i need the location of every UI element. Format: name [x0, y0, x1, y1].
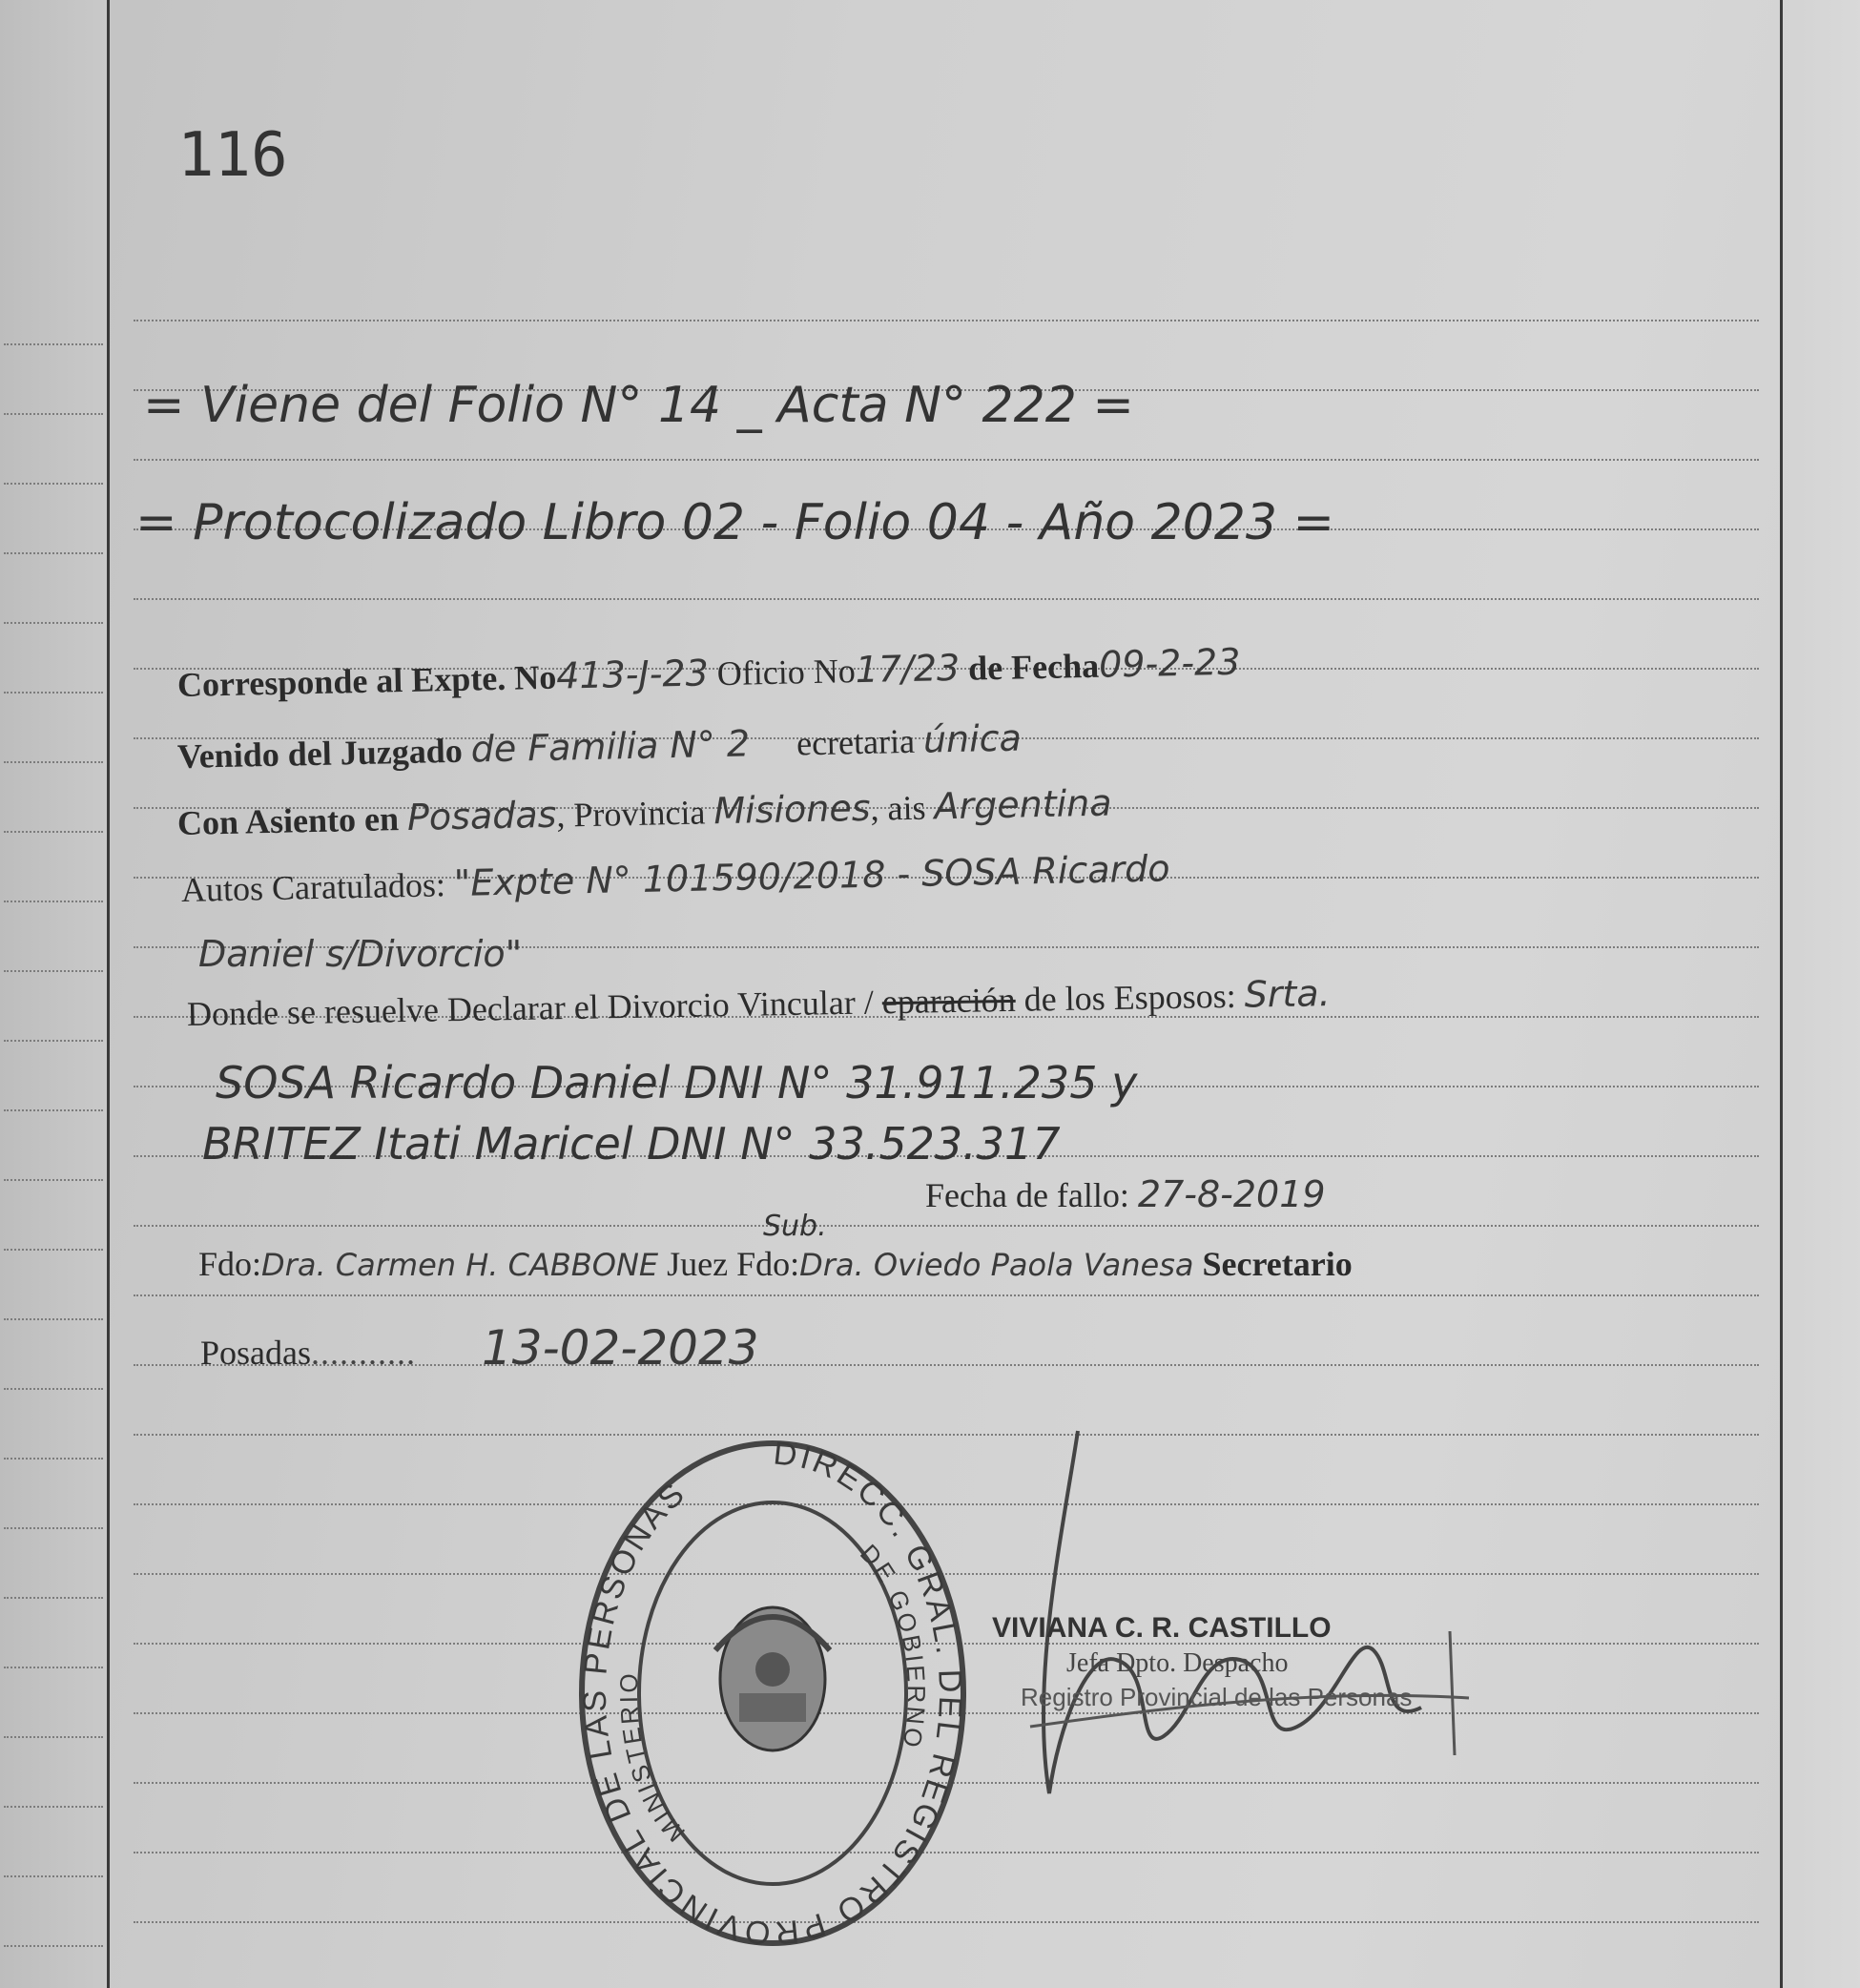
margin-rule-line [4, 343, 103, 345]
spouse-1: SOSA Ricardo Daniel DNI N° 31.911.235 y [216, 1057, 1138, 1108]
row-fallo [925, 1173, 1326, 1215]
annotation-line-2: = Protocolizado Libro 02 - Folio 04 - Año 2023 = [135, 494, 1335, 551]
margin-rule-line [4, 1667, 103, 1668]
fallo-label: Fecha de fallo: [925, 1176, 1129, 1214]
margin-rule-line [4, 1806, 103, 1808]
margin-rule-line [4, 1179, 103, 1181]
fecha-value: 09-2-23 [1098, 640, 1241, 686]
coat-of-arms-icon [715, 1607, 830, 1750]
resuelve-label-1: Donde se resuelve Declarar el Divorcio Vincular / [186, 983, 875, 1033]
signatory-role: Jefa Dpto. Despacho [1066, 1648, 1289, 1678]
annotation-line-1: = Viene del Folio N° 14 _ Acta N° 222 = [143, 377, 1134, 434]
margin-rule-line [4, 552, 103, 554]
secretario-label: Secretario [1202, 1245, 1353, 1283]
margin-rule-line [4, 1109, 103, 1111]
lugar-label: Posadas [200, 1334, 311, 1372]
signatory-block [992, 1612, 1412, 1712]
margin-rule-line [4, 622, 103, 624]
oficio-label: Oficio No [716, 652, 857, 694]
seal-outer-text: DIRECC. GRAL. DEL REGISTRO PROVINCIAL DE LAS PERSONAS [576, 1435, 969, 1946]
margin-rule-line [4, 1249, 103, 1251]
left-margin-strip [0, 0, 110, 1988]
row-juzgado [177, 716, 1023, 777]
seal-inner-right-text: DE GOBIERNO [854, 1538, 932, 1752]
margin-rule-line [4, 1527, 103, 1529]
juez-label: Juez [667, 1245, 729, 1283]
expte-value: 413-J-23 [555, 652, 710, 697]
spouse-2: BRITEZ Itati Maricel DNI N° 33.523.317 [202, 1118, 1061, 1170]
row-lugar-fecha: Posadas........... 13-02-2023 [200, 1320, 759, 1376]
provincia-value: Misiones [713, 786, 871, 833]
margin-rule-line [4, 1597, 103, 1599]
signatory-name: VIVIANA C. R. CASTILLO [992, 1612, 1332, 1644]
asiento-value: Posadas [406, 793, 557, 839]
juez-value: Dra. Carmen H. CABBONE [261, 1247, 659, 1283]
seal-inner-left-text: MINISTERIO [613, 1669, 691, 1848]
margin-rule-line [4, 1875, 103, 1877]
margin-rule-line [4, 413, 103, 415]
page-rule-line [134, 598, 1759, 600]
fallo-value: 27-8-2019 [1137, 1173, 1326, 1215]
row-expte [177, 641, 1241, 705]
juzgado-value: de Familia N° 2 [470, 722, 751, 771]
margin-rule-line [4, 692, 103, 694]
row-asiento: Con Asiento en Posadas, Provincia Misiones, ais Argentina [176, 781, 1112, 842]
page-rule-line [134, 1225, 1759, 1227]
pais-label: ais [887, 788, 926, 828]
autos-value-1: "Expte N° 101590/2018 - SOSA Ricardo [453, 847, 1170, 905]
autos-value-2: Daniel s/Divorcio" [198, 933, 523, 975]
row-firmas [198, 1244, 1353, 1284]
page-rule-line [134, 320, 1759, 321]
asiento-label: Con Asiento en [176, 799, 400, 842]
margin-rule-line [4, 1945, 103, 1947]
secretaria-value: única [922, 716, 1023, 761]
margin-rule-line [4, 1736, 103, 1738]
secretaria-label: ecretaria [796, 721, 916, 763]
signatory-office: Registro Provincial de las Personas [1021, 1683, 1413, 1711]
page-rule-line [134, 459, 1759, 461]
resuelve-value: Srta. [1244, 972, 1332, 1016]
autos-label: Autos Caratulados: [180, 865, 446, 909]
fdo-label: Fdo: [198, 1245, 262, 1283]
resuelve-label-2: eparación [881, 980, 1017, 1022]
pais-value: Argentina [934, 781, 1112, 828]
margin-rule-line [4, 831, 103, 833]
margin-rule-line [4, 1040, 103, 1042]
row-autos-2 [198, 933, 522, 975]
folio-number: 116 [177, 120, 288, 191]
fecha-label: de Fecha [967, 646, 1100, 688]
margin-rule-line [4, 761, 103, 763]
margin-rule-line [4, 1458, 103, 1460]
resuelve-label-3: de los Esposos: [1023, 976, 1237, 1019]
oficio-value: 17/23 [855, 646, 961, 692]
margin-rule-line [4, 901, 103, 902]
sub-mark: Sub. [763, 1210, 827, 1243]
right-margin-strip [1780, 0, 1860, 1988]
margin-rule-line [4, 970, 103, 972]
margin-rule-line [4, 1318, 103, 1320]
provincia-label: Provincia [572, 793, 706, 835]
lugar-fecha: 13-02-2023 [482, 1320, 759, 1376]
fdo2-label: Fdo: [736, 1245, 800, 1283]
page-rule-line [134, 1294, 1759, 1296]
row-resuelve [187, 972, 1331, 1034]
juzgado-label: Venido del Juzgado [176, 731, 464, 776]
secretario-value: Dra. Oviedo Paola Vanesa [799, 1247, 1194, 1283]
margin-rule-line [4, 1388, 103, 1390]
row-autos [181, 847, 1170, 910]
expte-label: Corresponde al Expte. No [176, 657, 557, 704]
official-seal [572, 1431, 973, 1946]
margin-rule-line [4, 483, 103, 485]
